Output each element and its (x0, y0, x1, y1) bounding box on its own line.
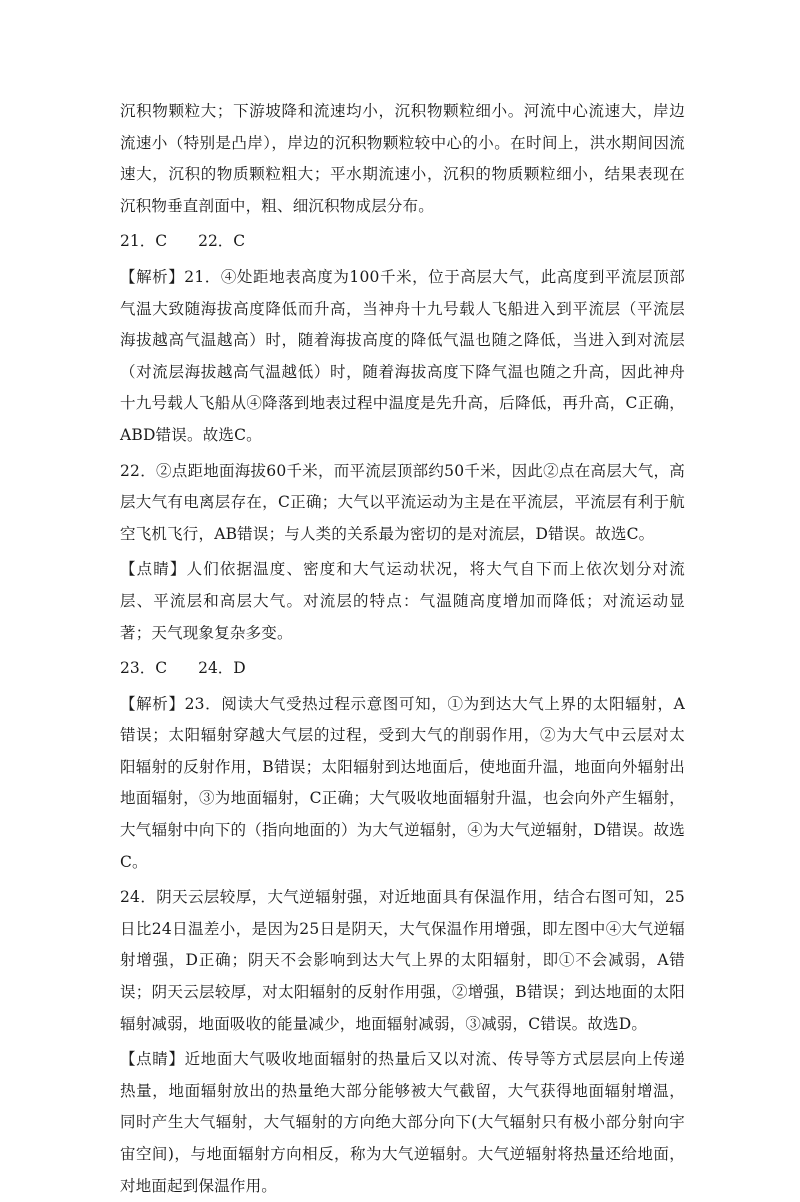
analysis-24: 24．阴天云层较厚，大气逆辐射强，对近地面具有保温作用，结合右图可知，25日比24日温差小，是因为25日是阴天，大气保温作用增强，即左图中④大气逆辐射增强，D正确；阴天不会影响到达大气上界的太阳辐射，即①不会减弱，A错误；阴天云层较厚，对太阳辐射的反射作用强，②增强，B错误；到达地面的太阳辐射减弱，地面吸收的能量减少，地面辐射减弱，③减弱，C错误。故选D。 (120, 888, 685, 1033)
note-23-24: 【点睛】近地面大气吸收地面辐射的热量后又以对流、传导等方式层层向上传递热量，地面辐射放出的热量绝大部分能够被大气截留，大气获得地面辐射增温，同时产生大气辐射，大气辐射的方向绝大部分向下(大气辐射只有极小部分射向宇宙空间)，与地面辐射方向相反，称为大气逆辐射。大气逆辐射将热量还给地面，对地面起到保温作用。 (120, 1050, 685, 1195)
paragraph-continuation: 沉积物颗粒大；下游坡降和流速均小，沉积物颗粒细小。河流中心流速大，岸边流速小（特别是凸岸），岸边的沉积物颗粒较中心的小。在时间上，洪水期间因流速大，沉积的物质颗粒粗大；平水期流速小，沉积的物质颗粒细小，结果表现在沉积物垂直剖面中，粗、细沉积物成层分布。 (120, 102, 685, 215)
analysis-23: 【解析】23．阅读大气受热过程示意图可知，①为到达大气上界的太阳辐射，A错误；太阳辐射穿越大气层的过程，受到大气的削弱作用，②为大气中云层对太阳辐射的反射作用，B错误；太阳辐射到达地面后，使地面升温，地面向外辐射出地面辐射，③为地面辐射，C正确；大气吸收地面辐射升温，也会向外产生辐射，大气辐射中向下的（指向地面的）为大气逆辐射，④为大气逆辐射，D错误。故选C。 (120, 694, 685, 871)
note-21-22: 【点睛】人们依据温度、密度和大气运动状况，将大气自下而上依次划分对流层、平流层和高层大气。对流层的特点：气温随高度增加而降低；对流运动显著；天气现象复杂多变。 (120, 560, 685, 642)
answer-line-21-22: 21．C 22．C (120, 232, 246, 251)
document-page (120, 96, 685, 1202)
analysis-22: 22．②点距地面海拔60千米，而平流层顶部约50千米，因此②点在高层大气，高层大气有电离层存在，C正确；大气以平流运动为主是在平流层，平流层有利于航空飞机飞行，AB错误；与人类的关系最为密切的是对流层，D错误。故选C。 (120, 461, 685, 543)
analysis-21: 【解析】21．④处距地表高度为100千米，位于高层大气，此高度到平流层顶部气温大致随海拔高度降低而升高，当神舟十九号载人飞船进入到平流层（平流层海拔越高气温越高）时，随着海拔高度的降低气温也随之降低，当进入到对流层（对流层海拔越高气温越低）时，随着海拔高度下降气温也随之升高，因此神舟十九号载人飞船从④降落到地表过程中温度是先升高，后降低，再升高，C正确，ABD错误。故选C。 (120, 267, 685, 444)
answer-line-23-24: 23．C 24．D (120, 659, 246, 678)
